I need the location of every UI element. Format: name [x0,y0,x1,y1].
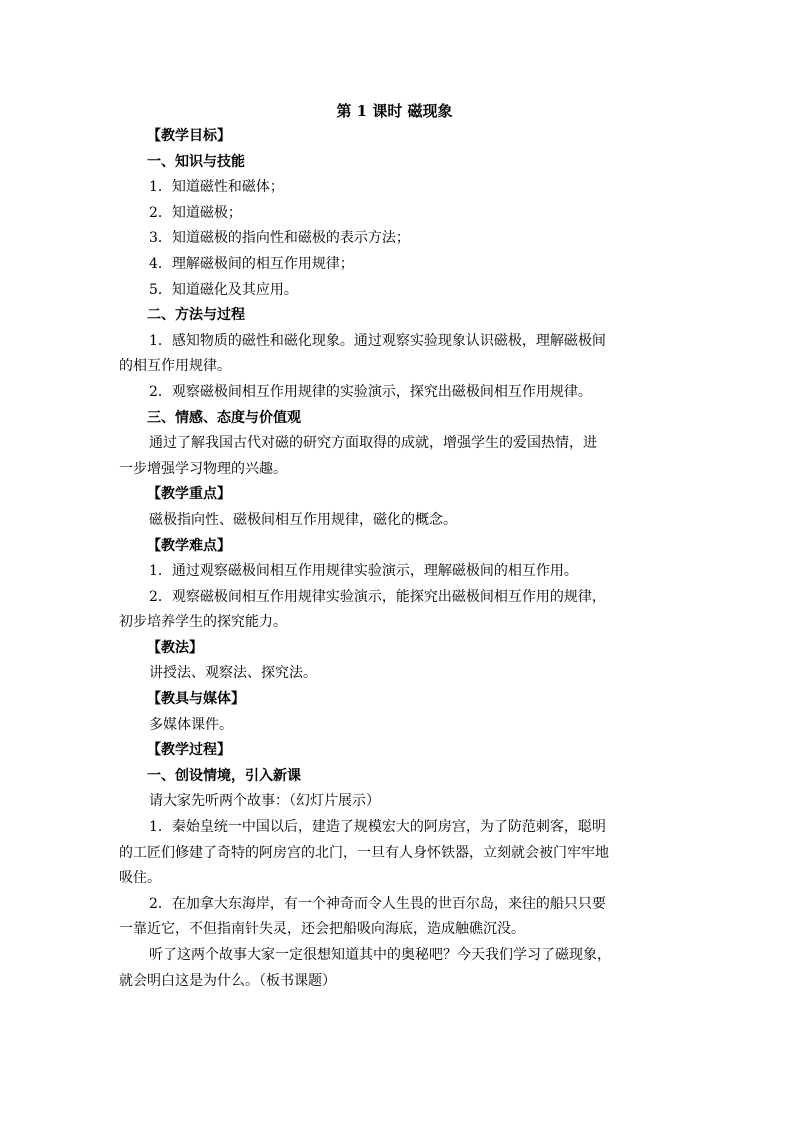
text-line: 初步培养学生的探究能力。 [119,614,287,631]
section-heading: 一、创设情境，引入新课 [147,767,301,784]
text-line: 1．知道磁性和磁体； [149,179,284,196]
text-line: 5．知道磁化及其应用。 [149,281,298,298]
section-heading: 【教学过程】 [147,742,231,759]
text-line: 讲授法、观察法、探究法。 [149,665,317,682]
section-heading: 【教学难点】 [147,537,231,554]
text-line: 3．知道磁极的指向性和磁极的表示方法； [149,230,410,247]
section-heading: 二、方法与过程 [147,307,245,324]
text-line: 2．观察磁极间相互作用规律的实验演示，探究出磁极间相互作用规律。 [149,383,592,400]
text-line: 就会明白这是为什么。（板书课题） [119,972,336,989]
section-heading: 【教法】 [147,639,203,656]
text-line: 多媒体课件。 [149,716,233,733]
text-line: 的相互作用规律。 [119,358,231,375]
text-line: 1．通过观察磁极间相互作用规律实验演示，理解磁极间的相互作用。 [149,563,578,580]
text-line: 请大家先听两个故事：（幻灯片展示） [149,793,380,810]
text-line: 吸住。 [119,870,161,887]
text-line: 1．感知物质的磁性和磁化现象。通过观察实验现象认识磁极，理解磁极间 [149,332,606,349]
text-line: 4．理解磁极间的相互作用规律； [149,255,354,272]
page-title: 第 1 课时 磁现象 [336,102,453,120]
section-heading: 【教具与媒体】 [147,691,245,708]
text-line: 听了这两个故事大家一定很想知道其中的奥秘吧？今天我们学习了磁现象， [149,947,611,963]
text-line: 2．知道磁极； [149,204,242,221]
text-line: 磁极指向性、磁极间相互作用规律，磁化的概念。 [149,511,457,528]
section-heading: 三、情感、态度与价值观 [147,409,301,426]
text-line: 一靠近它，不但指南针失灵，还会把船吸向海底，造成触礁沉没。 [119,921,525,938]
text-line: 一步增强学习物理的兴趣。 [119,460,287,477]
document-body [119,124,670,994]
text-line: 2．观察磁极间相互作用规律实验演示，能探究出磁极间相互作用的规律， [149,588,606,605]
section-heading: 【教学重点】 [147,486,231,503]
text-line: 1．秦始皇统一中国以后，建造了规模宏大的阿房宫，为了防范刺客，聪明 [149,819,606,836]
section-heading: 一、知识与技能 [147,153,245,170]
text-line: 的工匠们修建了奇特的阿房宫的北门，一旦有人身怀铁器，立刻就会被门牢牢地 [119,844,609,861]
text-line: 2．在加拿大东海岸，有一个神奇而令人生畏的世百尔岛，来往的船只只要 [149,895,606,912]
text-line: 通过了解我国古代对磁的研究方面取得的成就，增强学生的爱国热情，进 [149,435,597,452]
section-heading: 【教学目标】 [147,128,231,144]
